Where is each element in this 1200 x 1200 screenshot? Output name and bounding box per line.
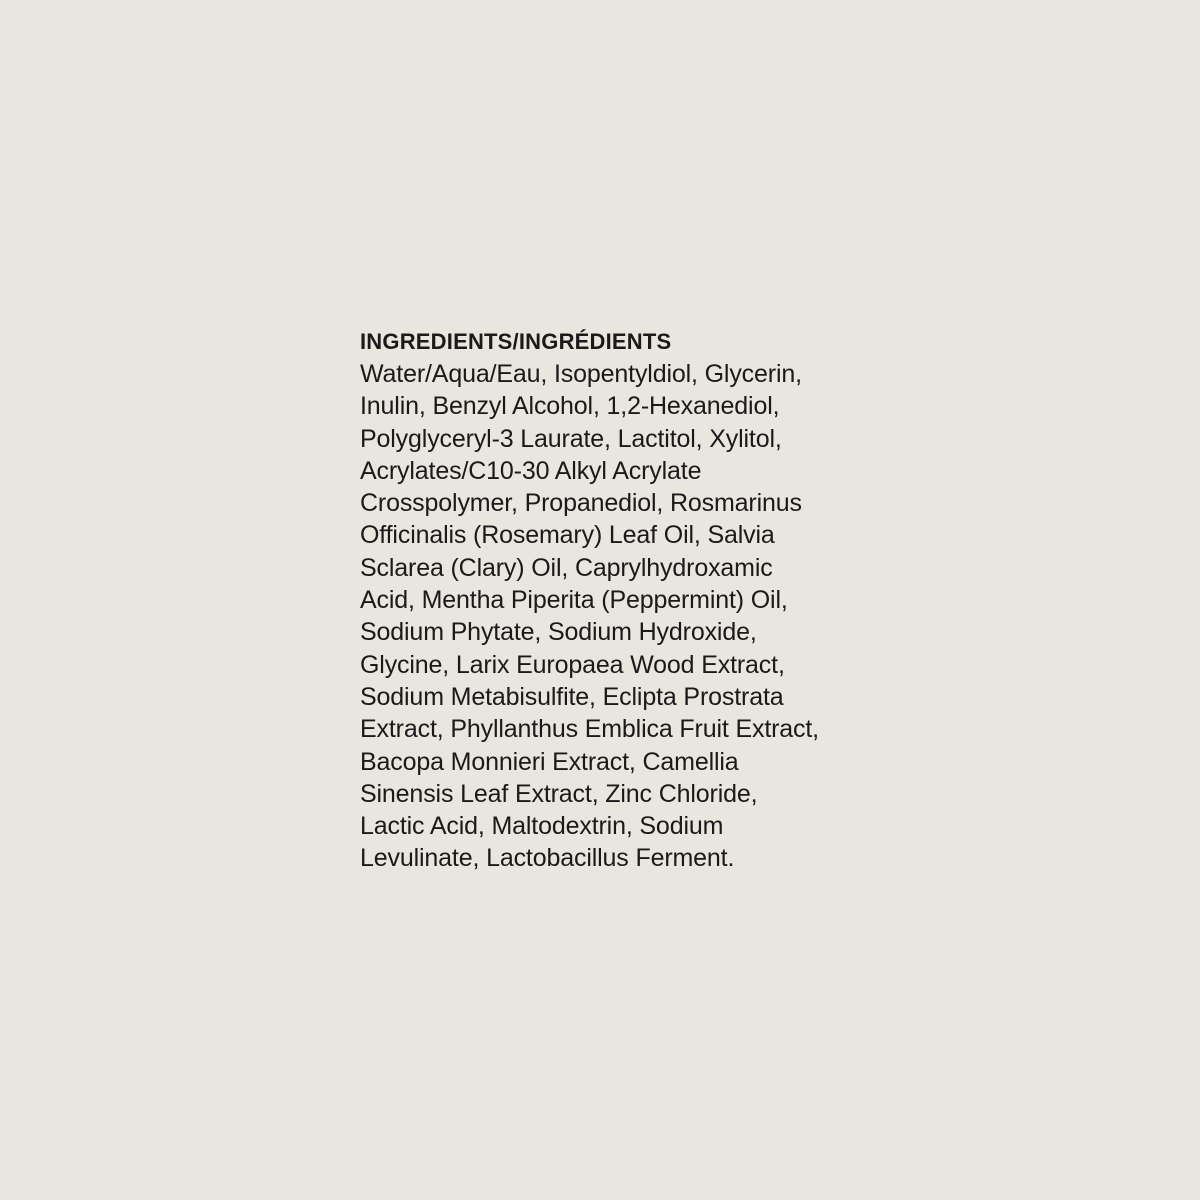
ingredients-line: Glycine, Larix Europaea Wood Extract, bbox=[360, 650, 785, 679]
ingredients-line: Inulin, Benzyl Alcohol, 1,2-Hexanediol, bbox=[360, 392, 780, 421]
ingredients-line: Sclarea (Clary) Oil, Caprylhydroxamic bbox=[360, 553, 773, 582]
ingredients-heading: INGREDIENTS/INGRÉDIENTS bbox=[360, 329, 672, 354]
ingredients-line: Lactic Acid, Maltodextrin, Sodium bbox=[360, 812, 724, 841]
ingredients-line: Sodium Phytate, Sodium Hydroxide, bbox=[360, 618, 757, 647]
ingredients-line: Levulinate, Lactobacillus Ferment. bbox=[360, 844, 735, 873]
ingredients-line: Water/Aqua/Eau, Isopentyldiol, Glycerin, bbox=[360, 360, 802, 388]
ingredients-line: Sodium Metabisulfite, Eclipta Prostrata bbox=[360, 682, 784, 711]
ingredients-line: Extract, Phyllanthus Emblica Fruit Extract, bbox=[360, 715, 819, 744]
ingredients-line: Officinalis (Rosemary) Leaf Oil, Salvia bbox=[360, 521, 775, 550]
ingredients-line: Sinensis Leaf Extract, Zinc Chloride, bbox=[360, 779, 758, 808]
ingredients-line: Bacopa Monnieri Extract, Camellia bbox=[360, 747, 739, 776]
ingredients-panel bbox=[360, 326, 860, 875]
ingredients-line: Acrylates/C10-30 Alkyl Acrylate bbox=[360, 456, 702, 485]
ingredients-line: Acid, Mentha Piperita (Peppermint) Oil, bbox=[360, 586, 788, 615]
ingredients-line: Polyglyceryl-3 Laurate, Lactitol, Xylitol, bbox=[360, 424, 782, 453]
ingredients-line: Crosspolymer, Propanediol, Rosmarinus bbox=[360, 489, 802, 518]
